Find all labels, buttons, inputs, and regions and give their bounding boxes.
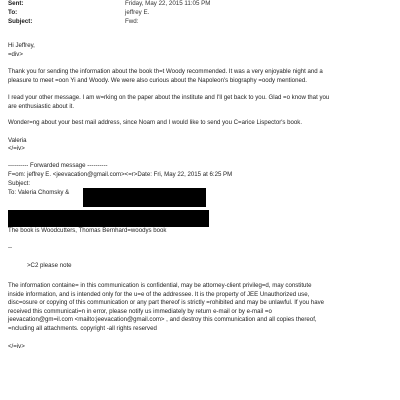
div-open-tag: =div> — [8, 51, 23, 58]
disclaimer-line1: The information containe= in this communication is confidential, may be attorney-client privileg=d, may constitute — [8, 282, 312, 289]
redaction-bar — [8, 210, 209, 227]
book-line: The book is Woodcutters, Thomas Bernhard=woodys book — [8, 227, 167, 234]
subject-value: Fwd: — [125, 18, 139, 25]
sent-value: Friday, May 22, 2015 11:05 PM — [125, 0, 211, 7]
dashes: -- — [8, 244, 13, 251]
forwarded-from-line: F=om: jeffrey E. <jeevacation@gmail.com><=r>Date: Fri, May 22, 2015 at 6:25 PM — [8, 171, 233, 178]
sent-label: Sent: — [8, 0, 24, 7]
disclaimer-line6: =ncluding all attachments. copyright -all rights reserved — [8, 325, 157, 332]
redaction-bar — [83, 188, 206, 207]
para2-line2: are enthusiastic about it. — [8, 103, 75, 110]
disclaimer-line4: received this communicati=n in error, please notify us immediately by return e-mail or by e-mail =o — [8, 308, 272, 315]
please-note: >C2 please note — [27, 262, 72, 269]
greeting: Hi Jeffrey, — [8, 42, 35, 49]
disclaimer-line3: disc=osure or copying of this communication or any part thereof is strictly =rohibited and may be unlawful. If you have — [8, 299, 325, 306]
forwarded-to-line: To: Valeria Chomsky & — [8, 189, 70, 196]
para1-line2: pleasure to meet =oon Yi and Woody. We were also curious about the Napoleon's biography =oody mentioned. — [8, 77, 307, 84]
para3: Wonder=ng about your best mail address, since Noam and I would like to send you C=arice Lispector's book. — [8, 119, 303, 126]
disclaimer-div-close: </=iv> — [8, 343, 25, 350]
to-value: jeffrey E. — [125, 9, 150, 16]
para2-line1: I read your other message. I am w=rking on the paper about the institute and I'll get back to you. Glad =o know that you — [8, 94, 330, 101]
forwarded-separator: ---------- Forwarded message ---------- — [8, 162, 108, 169]
para1-line1: Thank you for sending the information about the book th=t Woody recommended. It was a very enjoyable night and a — [8, 68, 323, 75]
to-label: To: — [8, 9, 18, 16]
disclaimer-line5: jeevacation@gm=il.com <mailto:jeevacation@gmail.com> , and destroy this communication and all copies thereof, — [8, 316, 317, 323]
signature: Valeria — [8, 137, 27, 144]
forwarded-subject-line: Subject: — [8, 180, 31, 187]
disclaimer-line2: inside information, and is intended only for the u=e of the addressee. It is the property of JEE Unauthorized use, — [8, 291, 310, 298]
div-close-tag: </=iv> — [8, 145, 25, 152]
subject-label: Subject: — [8, 18, 33, 25]
